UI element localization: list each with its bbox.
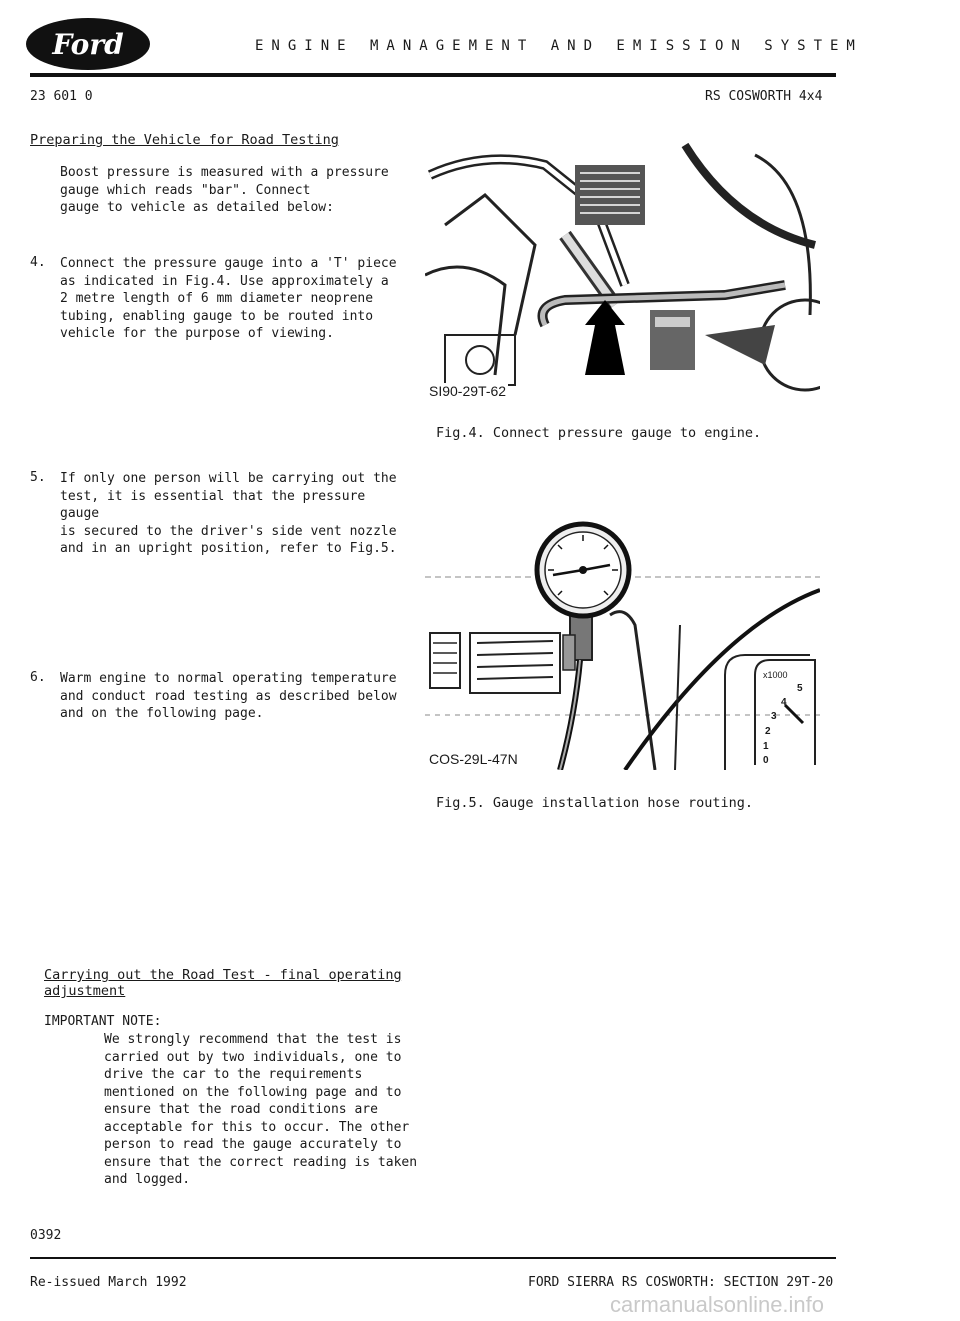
figure-4-engine-photo [425, 135, 820, 405]
step-number: 6. [30, 670, 46, 685]
section-reference: FORD SIERRA RS COSWORTH: SECTION 29T-20 [528, 1275, 834, 1290]
tacho-number: 4 [781, 697, 787, 708]
step-text: Warm engine to normal operating temperature and conduct road testing as described below and on the following page. [60, 671, 397, 721]
tacho-number: 5 [797, 683, 803, 694]
step-text: If only one person will be carrying out the test, it is essential that the pressure gauge is secured to the driver's side vent nozzle and in an upright position, refer to Fig.5. [60, 471, 397, 556]
tacho-number: 2 [765, 726, 771, 737]
section-heading-preparing: Preparing the Vehicle for Road Testing [30, 132, 339, 148]
figure-5-gauge-photo [425, 515, 820, 770]
tacho-number: 0 [763, 755, 769, 766]
tacho-number: 3 [771, 711, 777, 722]
figure-4-code: SI90-29T-62 [429, 383, 507, 399]
ford-logo [26, 18, 150, 70]
logo-text: Ford [52, 27, 124, 61]
step-text: Connect the pressure gauge into a 'T' piece as indicated in Fig.4. Use approximately a 2 metre length of 6 mm diameter neoprene tubing, enabling gauge to be routed into vehicle for the purpose of viewing. [60, 256, 397, 341]
important-note-label: IMPORTANT NOTE: [44, 1014, 162, 1029]
figure-5-caption: Fig.5. Gauge installation hose routing. [436, 795, 753, 811]
section-heading-road-test: Carrying out the Road Test - final operating [44, 967, 402, 983]
document-title: ENGINE MANAGEMENT AND EMISSION SYSTEM [255, 38, 863, 54]
tacho-number: 1 [763, 741, 769, 752]
gauge-installation-illustration [425, 515, 820, 770]
step-number: 5. [30, 470, 46, 485]
tacho-scale-label: x1000 [763, 670, 788, 680]
page-code: 0392 [30, 1228, 62, 1243]
doc-ref-number: 23 601 0 [30, 89, 93, 104]
engine-bay-illustration [425, 135, 820, 405]
important-note-text: We strongly recommend that the test is carried out by two individuals, one to drive the car to the requirements mentioned on the following page and to ensure that the road conditions are acceptable for this to occur. The other person to read the gauge accurately to ensure that the correct reading is taken and logged. [104, 1032, 418, 1187]
footer-rule [30, 1257, 836, 1259]
issue-date: Re-issued March 1992 [30, 1275, 187, 1290]
step-number: 4. [30, 255, 46, 270]
intro-paragraph: Boost pressure is measured with a pressure gauge which reads "bar". Connect gauge to vehicle as detailed below: [60, 165, 389, 215]
header-rule [30, 73, 836, 77]
figure-4-caption: Fig.4. Connect pressure gauge to engine. [436, 425, 762, 441]
model-name: RS COSWORTH 4x4 [705, 89, 823, 104]
figure-5-code: COS-29L-47N [429, 751, 518, 767]
watermark: carmanualsonline.info [610, 1292, 825, 1317]
section-heading-road-test-cont: adjustment [44, 983, 126, 999]
